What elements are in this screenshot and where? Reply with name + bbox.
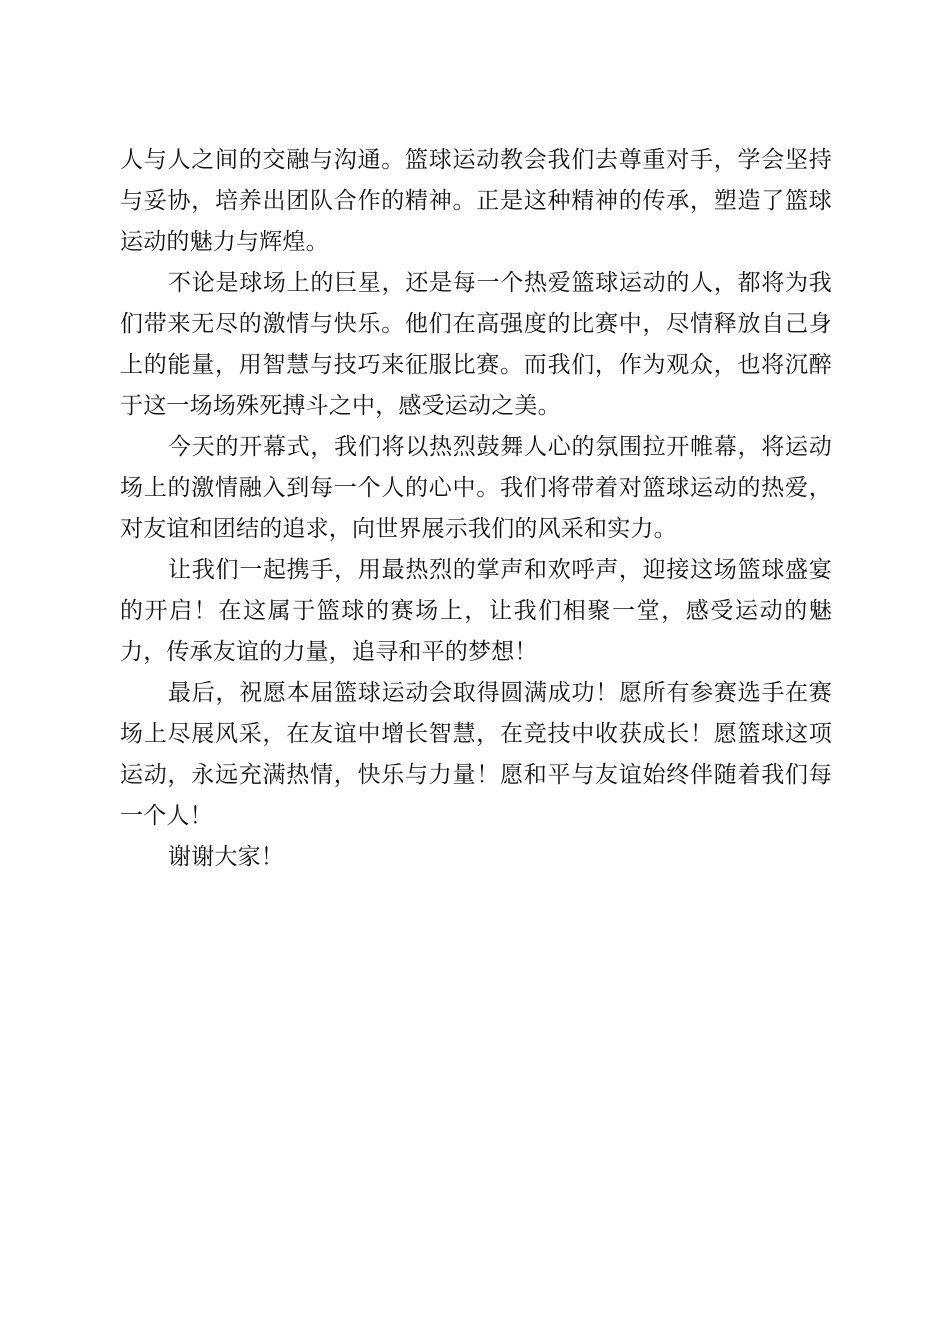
paragraph-join-hands: 让我们一起携手，用最热烈的掌声和欢呼声，迎接这场篮球盛宴的开启！在这属于篮球的赛场上，让我们相聚一堂，感受运动的魅力，传承友谊的力量，追寻和平的梦想！ (120, 557, 832, 665)
paragraph-thanks: 谢谢大家！ (168, 844, 284, 870)
paragraph-opening-ceremony: 今天的开幕式，我们将以热烈鼓舞人心的氛围拉开帷幕，将运动场上的激情融入到每一个人的心中。我们将带着对篮球运动的热爱，对友谊和团结的追求，向世界展示我们的风采和实力。 (120, 434, 832, 542)
paragraph-athletes: 不论是球场上的巨星，还是每一个热爱篮球运动的人，都将为我们带来无尽的激情与快乐。他们在高强度的比赛中，尽情释放自己身上的能量，用智慧与技巧来征服比赛。而我们，作为观众，也将沉醉于这一场场殊死搏斗之中，感受运动之美。 (120, 270, 832, 419)
paragraph-wishes: 最后，祝愿本届篮球运动会取得圆满成功！愿所有参赛选手在赛场上尽展风采，在友谊中增长智慧，在竞技中收获成长！愿篮球这项运动，永远充满热情，快乐与力量！愿和平与友谊始终伴随着我们每一个人！ (120, 680, 832, 829)
paragraph-continuation: 人与人之间的交融与沟通。篮球运动教会我们去尊重对手，学会坚持与妥协，培养出团队合作的精神。正是这种精神的传承，塑造了篮球运动的魅力与辉煌。 (120, 147, 832, 255)
document-body (120, 140, 832, 878)
